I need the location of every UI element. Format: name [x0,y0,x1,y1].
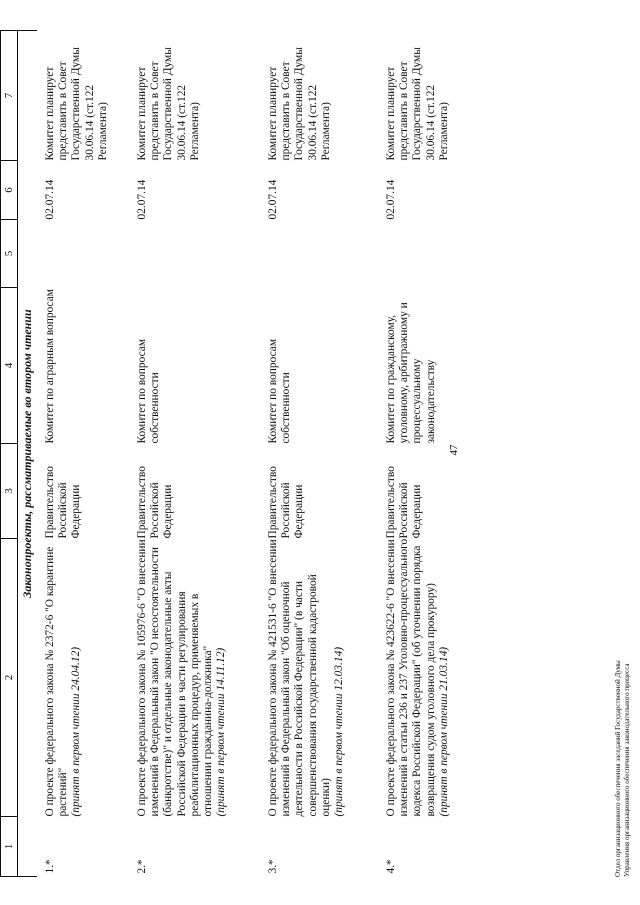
column-number: 4 [1,288,18,444]
first-reading-note: (принят в первом чтении 24.04.12) [70,646,83,817]
row-number: 2.* [136,859,148,874]
table-row [260,31,378,877]
column-number: 7 [1,31,18,161]
committee-cell: Комитет по вопросам собственности [267,338,293,444]
author-cell: Правительство Российской Федерации [136,466,175,539]
section-title: Законопроекты, рассматриваемые во втором чтении [18,31,38,877]
table-row [37,31,129,877]
section-heading-row [18,31,38,877]
column-5-cell [378,220,451,288]
bill-cell [378,539,451,817]
author-cell: Правительство Российской Федерации [44,466,83,539]
bill-title: О проекте федерального закона № 2372-6 "О карантине растений" [44,546,70,817]
table-row [378,31,451,877]
row-number: 1.* [44,859,56,874]
footer-line: Отдел организационного обеспечения заседаний Государственной Думы [614,660,622,877]
note-cell: Комитет планирует представить в Совет Государственной Думы 30.06.14 (ст.122 Регламента) [267,47,332,161]
column-number: 6 [1,161,18,220]
bill-title: О проекте федерального закона № 105976-6 "О внесении изменений в Федеральный закон "О несостоятельности (банкротстве)" и отдельные законодательные акты Российской Федерации в части регулирования реабилитационных процедур, применяемых в отношении гражданина-должника" [136,539,215,817]
column-number: 3 [1,444,18,539]
page-number: 47 [448,444,460,456]
bill-cell [37,539,129,817]
committee-cell: Комитет по вопросам собственности [136,338,162,444]
column-number: 5 [1,220,18,288]
column-5-cell [37,220,129,288]
bills-table [0,30,451,877]
column-5-cell [129,220,260,288]
date-cell: 02.07.14 [44,179,56,220]
column-number: 2 [1,539,18,817]
table-row [129,31,260,877]
committee-cell: Комитет по аграрным вопросам [44,288,56,444]
column-number: 1 [1,817,18,877]
bill-cell [260,539,378,817]
committee-cell: Комитет по гражданскому, уголовному, арбитражному и процессуальному законодательству [385,302,437,444]
bill-title: О проекте федерального закона № 421531-6 "О внесении изменений в Федеральный закон "Об оценочной деятельности в Российской Федерации" (в части совершенствования государственной кадастровой оценки) [267,539,332,817]
column-5-cell [260,220,378,288]
row-number: 3.* [267,859,279,874]
first-reading-note: (принят в первом чтении 21.03.14) [437,646,450,817]
row-number: 4.* [385,859,397,874]
note-cell: Комитет планирует представить в Совет Государственной Думы 30.06.14 (ст.122 Регламента) [136,47,201,161]
first-reading-note: (принят в первом чтении 14.11.12) [215,647,228,817]
column-numbers-row [1,31,18,877]
date-cell: 02.07.14 [136,179,148,220]
footer-line: Управления организационного обеспечения законодательного процесса [623,663,631,877]
note-cell: Комитет планирует представить в Совет Государственной Думы 30.06.14 (ст.122 Регламента) [44,47,109,161]
first-reading-note: (принят в первом чтении 12.03.14) [333,646,346,817]
bill-title: О проекте федерального закона № 423622-6 "О внесении изменений в статьи 236 и 237 Уголовно-процессуального кодекса Российской Федерации" (об уточнении порядка возвращения судом уголовного дела прокурору) [385,538,437,817]
author-cell: Правительство Российской Федерации [385,466,424,539]
author-cell: Правительство Российской Федерации [267,466,306,539]
footer [614,277,632,877]
bill-cell [129,539,260,817]
date-cell: 02.07.14 [385,179,397,220]
date-cell: 02.07.14 [267,179,279,220]
note-cell: Комитет планирует представить в Совет Государственной Думы 30.06.14 (ст.122 Регламента) [385,47,450,161]
